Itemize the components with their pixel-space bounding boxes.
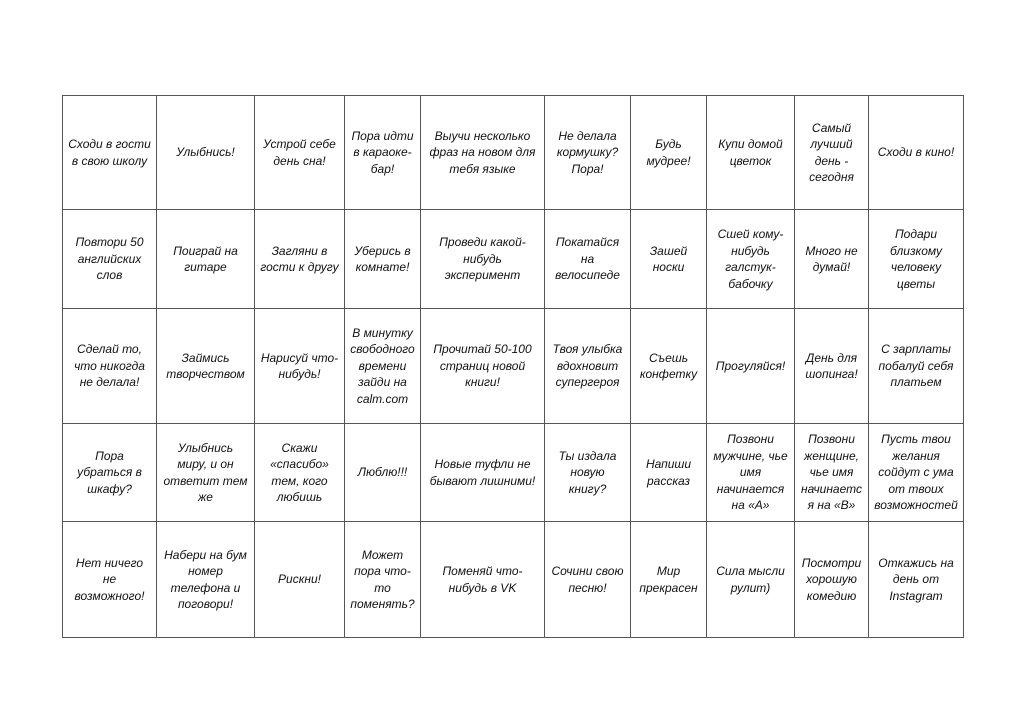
cell-text: Позвони мужчине, чье имя начинается на «А» — [713, 432, 788, 513]
table-row — [63, 309, 964, 424]
table-cell — [631, 210, 707, 309]
cell-text: С зарплаты побалуй себя платьем — [878, 342, 954, 390]
cell-text: Мир прекрасен — [639, 564, 698, 595]
cell-text: Люблю!!! — [357, 465, 408, 480]
cell-text: Выучи несколько фраз на новом для тебя языке — [429, 128, 536, 176]
table-row — [63, 522, 964, 638]
cell-text: Проведи какой-нибудь эксперимент — [439, 235, 526, 283]
cell-text: Покатайся на велосипеде — [555, 235, 620, 283]
table-cell — [345, 210, 421, 309]
table-cell — [545, 309, 631, 424]
cell-text: В минутку свободного времени зайди на calm.com — [350, 325, 415, 406]
table-cell — [707, 309, 795, 424]
table-cell — [795, 210, 869, 309]
cell-text: Позвони женщине, чье имя начинается на «В» — [800, 432, 863, 513]
cell-text: День для шопинга! — [805, 350, 858, 381]
table-cell — [869, 210, 964, 309]
table-cell — [63, 96, 157, 210]
cell-text: Много не думай! — [805, 243, 858, 274]
table-cell — [869, 424, 964, 522]
table-cell — [157, 309, 255, 424]
challenge-grid — [62, 95, 964, 638]
cell-text: Твоя улыбка вдохновит супергероя — [552, 342, 623, 390]
cell-text: Ты издала новую книгу? — [558, 448, 617, 496]
cell-text: Не делала кормушку? Пора! — [556, 128, 619, 176]
table-cell — [795, 309, 869, 424]
cell-text: Рискни! — [278, 572, 321, 587]
cell-text: Сделай то, что никогда не делала! — [74, 342, 145, 390]
cell-text: Напиши рассказ — [645, 457, 692, 488]
table-cell — [255, 309, 345, 424]
table-cell — [345, 96, 421, 210]
cell-text: Прочитай 50-100 страниц новой книги! — [433, 342, 532, 390]
cell-text: Сходи в кино! — [877, 145, 955, 160]
table-cell — [421, 210, 545, 309]
table-cell — [345, 424, 421, 522]
table-cell — [869, 522, 964, 638]
table-cell — [421, 96, 545, 210]
cell-text: Посмотри хорошую комедию — [801, 555, 862, 603]
cell-text: Будь мудрее! — [646, 137, 691, 168]
table-cell — [255, 424, 345, 522]
table-cell — [631, 522, 707, 638]
table-cell — [421, 424, 545, 522]
cell-text: Съешь конфетку — [639, 350, 698, 381]
table-cell — [157, 210, 255, 309]
cell-text: Пусть твои желания сойдут с ума от твоих возможностей — [874, 432, 958, 513]
cell-text: Сила мысли рулит) — [716, 564, 785, 595]
table-cell — [63, 522, 157, 638]
cell-text: Прогуляйся! — [715, 358, 786, 373]
grid-body — [63, 96, 964, 638]
table-cell — [631, 424, 707, 522]
table-cell — [255, 522, 345, 638]
table-cell — [869, 309, 964, 424]
table-cell — [795, 522, 869, 638]
cell-text: Пора идти в караоке-бар! — [351, 128, 414, 176]
cell-text: Займись творчеством — [166, 350, 245, 381]
cell-text: Нарисуй что-нибудь! — [260, 350, 339, 381]
cell-text: Подари близкому человеку цветы — [890, 227, 942, 291]
table-cell — [421, 309, 545, 424]
table-cell — [255, 96, 345, 210]
cell-text: Загляни в гости к другу — [260, 243, 339, 274]
cell-text: Сочини свою песню! — [551, 564, 624, 595]
table-cell — [255, 210, 345, 309]
cell-text: Скажи «спасибо» тем, кого любишь — [270, 440, 329, 504]
table-cell — [869, 96, 964, 210]
table-row — [63, 210, 964, 309]
cell-text: Откажись на день от Instagram — [878, 555, 954, 603]
table-cell — [631, 96, 707, 210]
cell-text: Повтори 50 английских слов — [75, 235, 144, 283]
table-cell — [157, 522, 255, 638]
table-cell — [707, 96, 795, 210]
table-cell — [157, 96, 255, 210]
table-cell — [795, 424, 869, 522]
cell-text: Поменяй что-нибудь в VK — [442, 564, 523, 595]
cell-text: Улыбнись миру, и он ответит тем же — [163, 440, 248, 504]
table-cell — [707, 424, 795, 522]
cell-text: Нет ничего не возможного! — [74, 555, 145, 603]
cell-text: Уберись в комнате! — [354, 243, 411, 274]
cell-text: Устрой себе день сна! — [263, 137, 336, 168]
table-cell — [421, 522, 545, 638]
table-cell — [63, 309, 157, 424]
table-cell — [63, 210, 157, 309]
cell-text: Купи домой цветок — [718, 137, 783, 168]
cell-text: Сшей кому-нибудь галстук-бабочку — [717, 227, 784, 291]
table-cell — [63, 424, 157, 522]
cell-text: Пора убраться в шкафу? — [77, 448, 142, 496]
table-cell — [707, 522, 795, 638]
table-cell — [795, 96, 869, 210]
cell-text: Набери на бум номер телефона и поговори! — [164, 547, 247, 611]
table-cell — [545, 96, 631, 210]
table-cell — [345, 522, 421, 638]
table-cell — [545, 424, 631, 522]
cell-text: Поиграй на гитаре — [173, 243, 238, 274]
table-row — [63, 96, 964, 210]
cell-text: Самый лучший день - сегодня — [809, 120, 854, 184]
table-cell — [545, 210, 631, 309]
table-cell — [545, 522, 631, 638]
cell-text: Может пора что-то поменять? — [350, 547, 415, 611]
cell-text: Улыбнись! — [176, 145, 235, 160]
cell-text: Сходи в гости в свою школу — [68, 137, 151, 168]
table-cell — [631, 309, 707, 424]
table-row — [63, 424, 964, 522]
table-cell — [157, 424, 255, 522]
cell-text: Новые туфли не бывают лишними! — [429, 457, 536, 488]
table-cell — [345, 309, 421, 424]
cell-text: Зашей носки — [649, 243, 688, 274]
table-cell — [707, 210, 795, 309]
